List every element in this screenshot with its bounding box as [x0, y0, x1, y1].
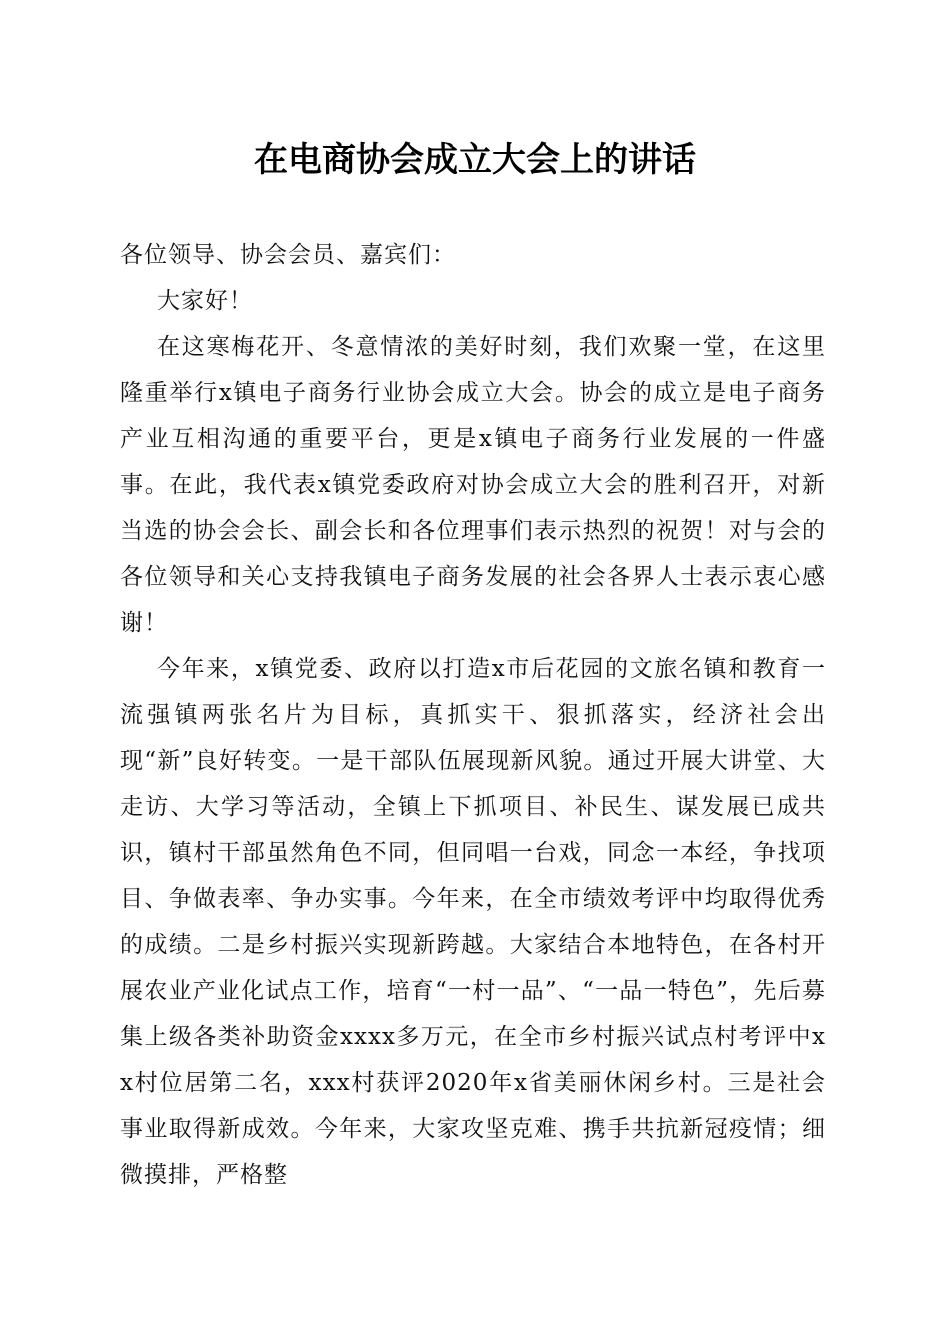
document-title: 在电商协会成立大会上的讲话 [254, 140, 696, 180]
greeting-line: 大家好！ [157, 288, 253, 314]
paragraph-opening: 在这寒梅花开、冬意情浓的美好时刻，我们欢聚一堂，在这里隆重举行x镇电子商务行业协会成立大会。协会的成立是电子商务产业互相沟通的重要平台，更是x镇电子商务行业发展的一件盛事。在此，我代表x镇党委政府对协会成立大会的胜利召开，对新当选的协会会长、副会长和各位理事们表示热烈的祝贺！对与会的各位领导和关心支持我镇电子商务发展的社会各界人士表示衷心感谢！ [120, 334, 826, 636]
salutation-line: 各位领导、协会会员、嘉宾们： [120, 242, 456, 268]
paragraph-achievements: 今年来，x镇党委、政府以打造x市后花园的文旅名镇和教育一流强镇两张名片为目标，真抓实干、狠抓落实，经济社会出现“新”良好转变。一是干部队伍展现新风貌。通过开展大讲堂、大走访、大学习等活动，全镇上下抓项目、补民生、谋发展已成共识，镇村干部虽然角色不同，但同唱一台戏，同念一本经，争找项目、争做表率、争办实事。今年来，在全市绩效考评中均取得优秀的成绩。二是乡村振兴实现新跨越。大家结合本地特色，在各村开展农业产业化试点工作，培育“一村一品”、“一品一特色”，先后募集上级各类补助资金xxxx多万元，在全市乡村振兴试点村考评中xx村位居第二名，xxx村获评2020年x省美丽休闲乡村。三是社会事业取得新成效。今年来，大家攻坚克难、携手共抗新冠疫情；细微摸排，严格整 [120, 656, 826, 1188]
document-body [120, 232, 826, 1198]
